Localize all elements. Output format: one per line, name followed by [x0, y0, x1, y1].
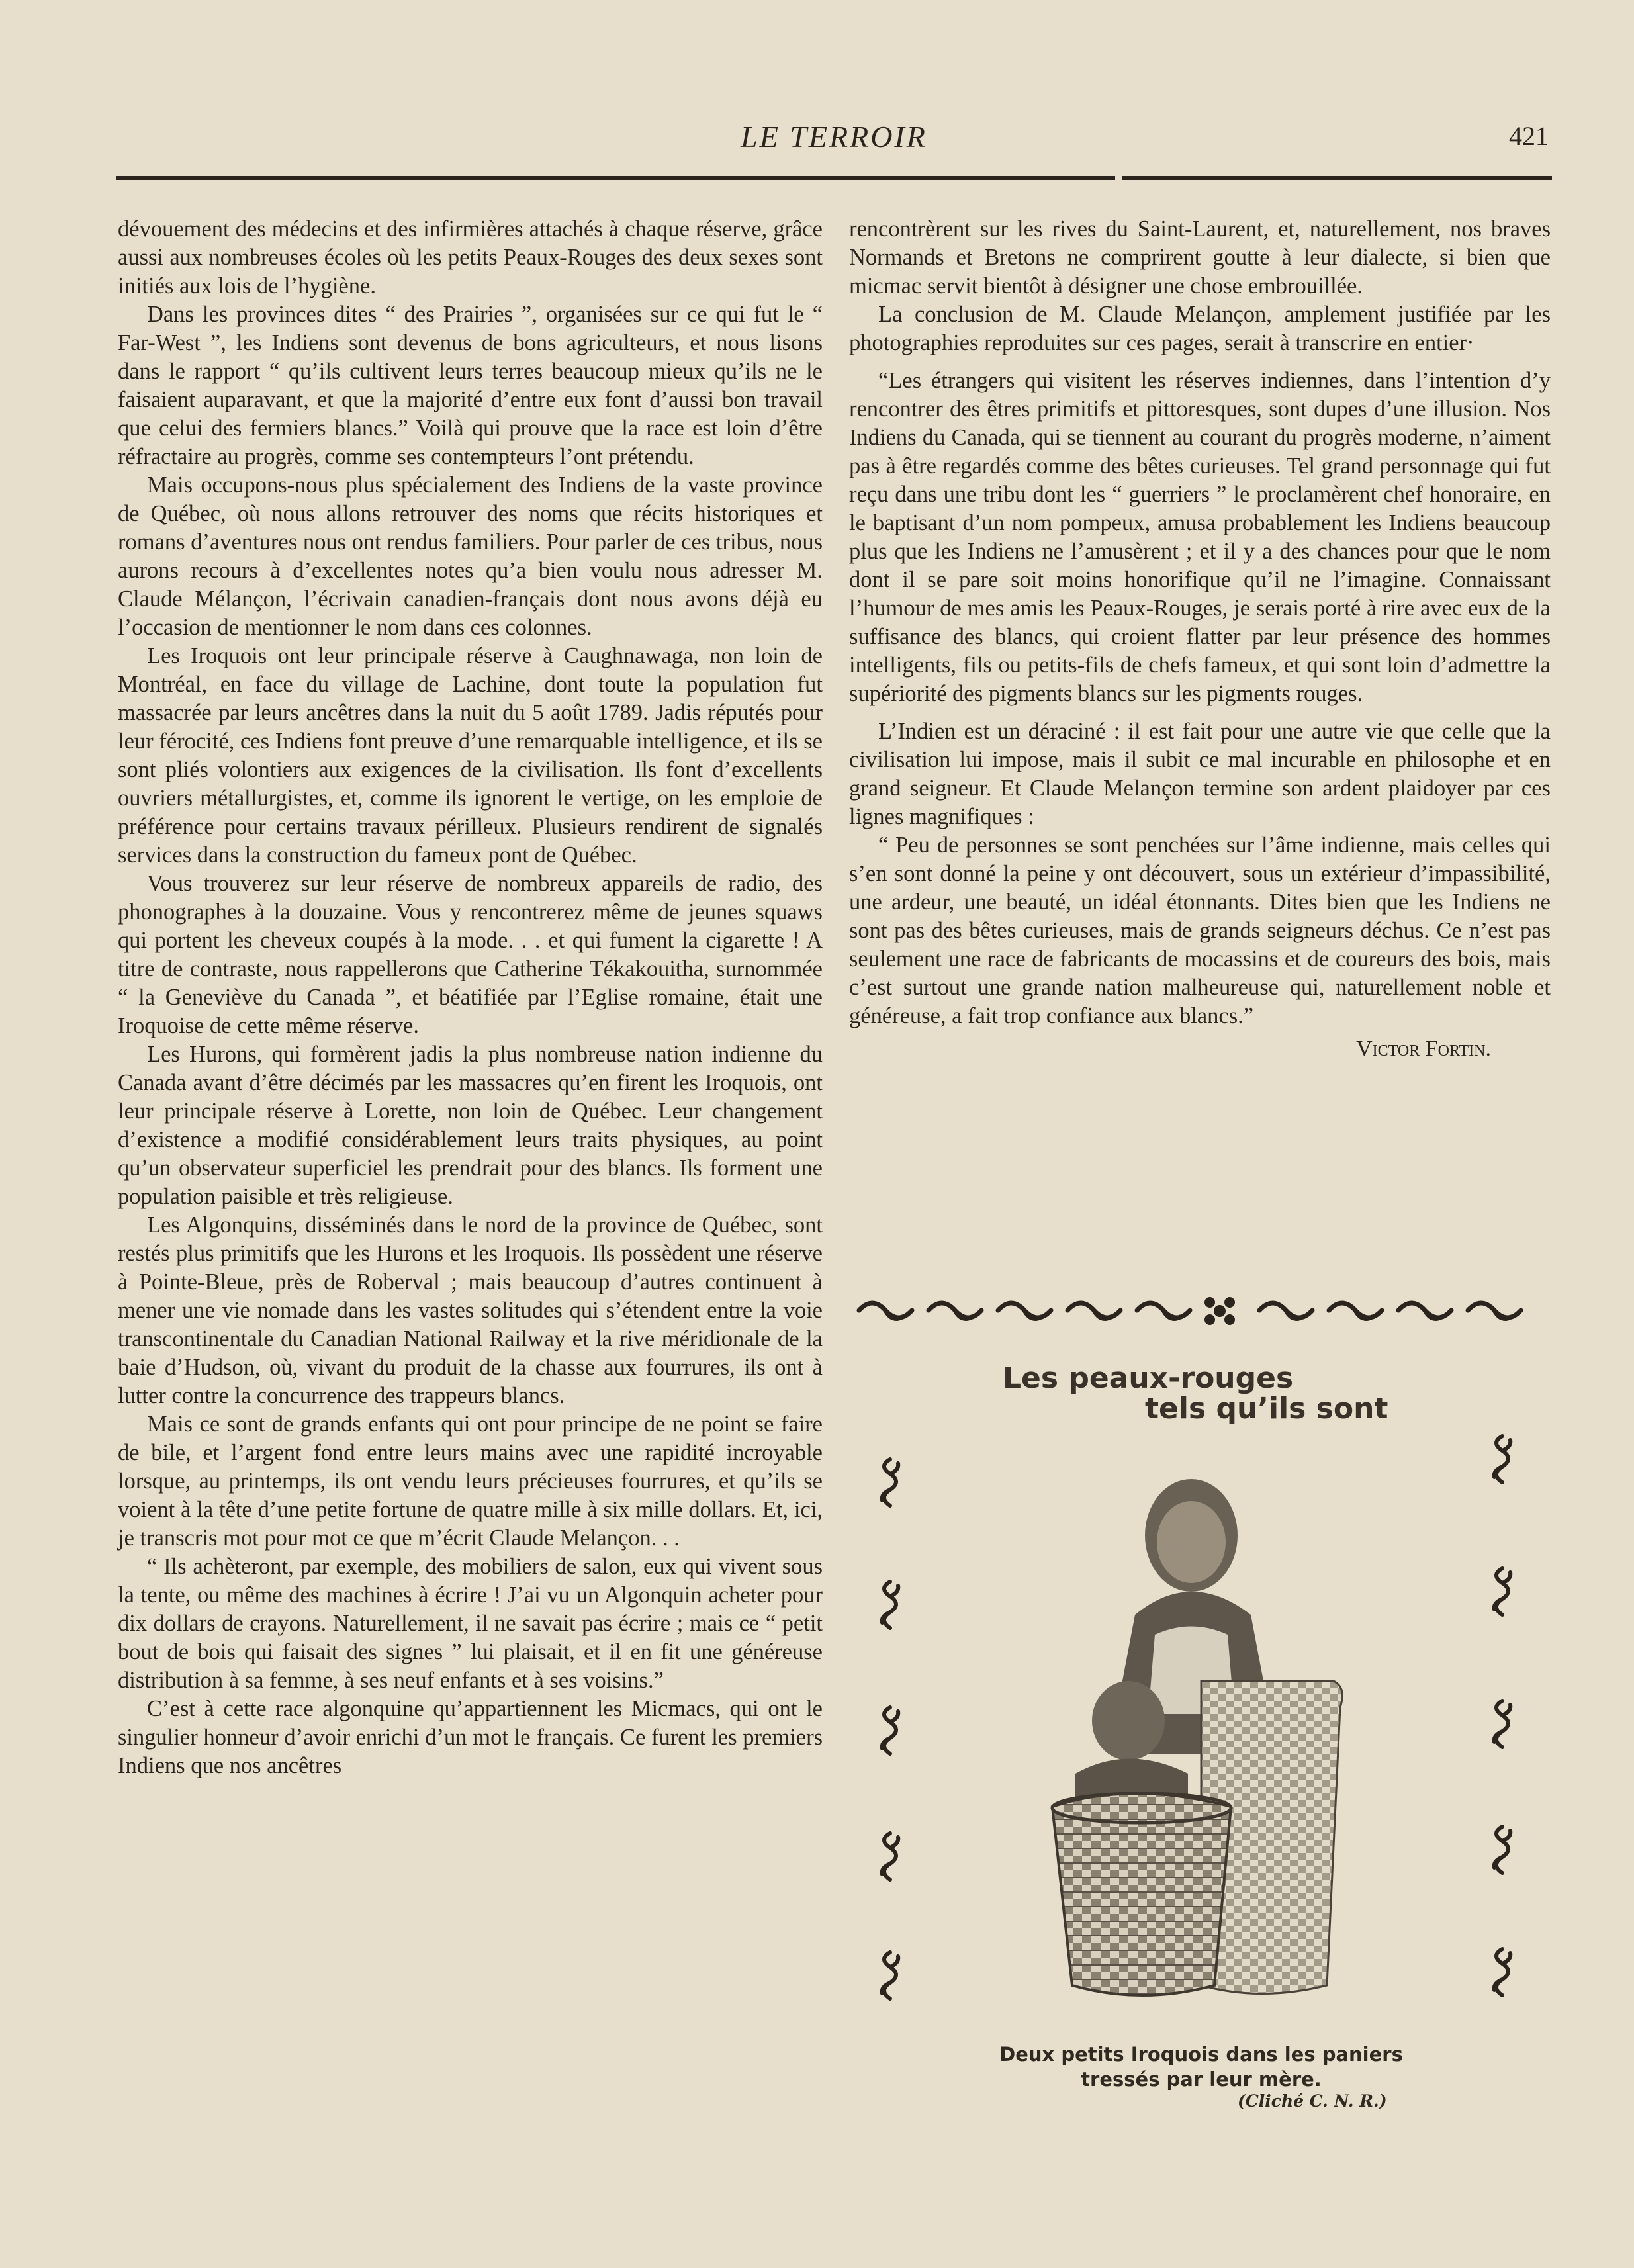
running-head — [119, 113, 1549, 159]
fleuron-icon — [874, 1456, 907, 1516]
fleuron-icon — [1486, 1823, 1519, 1883]
scroll-ornament-icon — [849, 1291, 1551, 1330]
paragraph: Vous trouverez sur leur réserve de nombreux appareils de radio, des phonographes à la douzaine. Vous y rencontrerez même de jeunes squaws qui portent les cheveux coupés à la mode. . . et qui fument la cigarette ! A titre de contraste, nous rappellerons que Catherine Tékakouitha, surnommée “ la Geneviève du Canada ”, et béatifiée par l’Eglise romaine, était une Iroquoise de cette même réserve. — [118, 871, 823, 1038]
fleuron-icon — [1486, 1698, 1519, 1757]
right-column — [849, 215, 1551, 1063]
header-rule-right — [1122, 176, 1552, 180]
paragraph: “ Peu de personnes se sont penchées sur l’âme indienne, mais celles qui s’en sont donné la peine y ont découvert, sous un extérieur d’impassibilité, une ardeur, une beauté, un idéal étonnants. Dites bien que les Indiens ne sont pas des bêtes curieuses, mais de grands seigneurs déchus. Ce n’est pas seulement une race de fabricants de mocassins et de coureurs des bois, mais c’est surtout une grande nation malheureuse qui, naturellement noble et généreuse, a fait trop confiance aux blancs.” — [849, 833, 1551, 1028]
paragraph: “ Ils achèteront, par exemple, des mobiliers de salon, eux qui vivent sous la tente, ou même des machines à écrire ! J’ai vu un Algonquin acheter pour dix dollars de crayons. Naturellement, il ne savait pas écrire ; mais ce “ petit bout de bois qui faisait des signes ” lui plaisait, et il en fit une généreuse distribution à sa femme, à ses neuf enfants et à ses voisins.” — [118, 1554, 823, 1693]
photo-caption — [854, 2042, 1549, 2092]
paragraph: Mais occupons-nous plus spécialement des Indiens de la vaste province de Québec, où nous allons retrouver des noms que récits historiques et romans d’aventures nous ont rendus familiers. Pour parler de ces tribus, nous aurons recours à d’excellentes notes qu’a bien voulu nous adresser M. Claude Mélançon, l’écrivain canadien-français dont nous avons déjà eu l’occasion de mentionner le nom dans ces colonnes. — [118, 473, 823, 640]
fleuron-icon — [1486, 1565, 1519, 1625]
fleuron-icon — [1486, 1946, 1519, 2005]
paragraph: Les Hurons, qui formèrent jadis la plus nombreuse nation indienne du Canada avant d’être décimés par les massacres qu’en firent les Iroquois, ont leur principale réserve à Lorette, non loin de Québec. Leur changement d’existence a modifié considérablement leurs traits physiques, au point qu’un observateur superficiel les prendrait pour des blancs. Ils forment une population paisible et très religieuse. — [118, 1042, 823, 1209]
photo-credit: (Cliché C. N. R.) — [1238, 2091, 1387, 2110]
fleuron-icon — [874, 1949, 907, 2009]
fleuron-icon — [1486, 1433, 1519, 1492]
paragraph: C’est à cette race algonquine qu’appartiennent les Micmacs, qui ont le singulier honneur d’avoir enrichi d’un mot le français. Ce furent les premiers Indiens que nos ancêtres — [118, 1696, 823, 1778]
paragraph: Les Algonquins, disséminés dans le nord de la province de Québec, sont restés plus primitifs que les Hurons et les Iroquois. Ils possèdent une réserve à Pointe-Bleue, près de Roberval ; mais beaucoup d’autres continuent à mener une vie nomade dans les vastes solitudes qui s’étendent entre la voie transcontinentale du Canadian National Railway et la rive méridionale de la baie d’Hudson, où, vivant du produit de la chasse aux fourrures, ils ont à lutter contre la concurrence des trappeurs blancs. — [118, 1212, 823, 1408]
photo-children-in-baskets — [1036, 1463, 1406, 2005]
fleuron-icon — [874, 1704, 907, 1764]
paragraph: rencontrèrent sur les rives du Saint-Laurent, et, naturellement, nos braves Normands et Bretons ne comprirent goutte à leur dialecte, si bien que micmac servit bientôt à désigner une chose embrouillée. — [849, 216, 1551, 298]
caption-line: tressés par leur mère. — [1081, 2068, 1322, 2091]
header-rule-left — [116, 176, 1115, 180]
photo-panel — [854, 1347, 1549, 2141]
caption-line: Deux petits Iroquois dans les paniers — [999, 2043, 1403, 2065]
journal-title: LE TERROIR — [741, 120, 927, 154]
paragraph: dévouement des médecins et des infirmières attachés à chaque réserve, grâce aussi aux nombreuses écoles où les petits Peaux-Rouges des deux sexes sont initiés aux lois de l’hygiène. — [118, 216, 823, 298]
paragraph: Mais ce sont de grands enfants qui ont pour principe de ne point se faire de bile, et l’argent fond entre leurs mains avec une rapidité incroyable lorsque, au printemps, ils ont vendu leurs précieuses fourrures, et qu’ils se voient à la tête d’une petite fortune de quatre mille à six mille dollars. Et, ici, je transcris mot pour mot ce que m’écrit Claude Melançon. . . — [118, 1412, 823, 1551]
fleuron-icon — [874, 1830, 907, 1889]
photo-title-line1: Les peaux-rouges — [1003, 1361, 1294, 1395]
paragraph: L’Indien est un déraciné : il est fait pour une autre vie que celle que la civilisation lui impose, mais il subit ce mal incurable en philosophe et en grand seigneur. Et Claude Melançon termine son ardent plaidoyer par ces lignes magnifiques : — [849, 719, 1551, 829]
paragraph: Les Iroquois ont leur principale réserve à Caughnawaga, non loin de Montréal, en face du village de Lachine, dont toute la population fut massacrée par leurs ancêtres dans la nuit du 5 août 1789. Jadis réputés pour leur férocité, ces Indiens font preuve d’une remarquable intelligence, et ils se sont pliés volontiers aux exigences de la civilisation. Ils font d’excellents ouvriers métallurgistes, et, comme ils ignorent le vertige, on les emploie de préférence pour certains travaux périlleux. Plusieurs rendirent de signalés services dans la construction du fameux pont de Québec. — [118, 643, 823, 868]
page-number: 421 — [1509, 121, 1549, 151]
paragraph: La conclusion de M. Claude Melançon, amplement justifiée par les photographies reproduites sur ces pages, serait à transcrire en entier· — [849, 302, 1551, 355]
paragraph: Dans les provinces dites “ des Prairies ”, organisées sur ce qui fut le “ Far-West ”, les Indiens sont devenus de bons agriculteurs, et nous lisons dans le rapport “ qu’ils cultivent leurs terres beaucoup mieux qu’ils ne le faisaient auparavant, et que la majorité d’entre eux font d’aussi bon travail que celui des fermiers blancs.” Voilà qui prouve que la race est loin d’être réfractaire au progrès, comme ses contempteurs l’ont prétendu. — [118, 302, 823, 469]
left-column — [118, 215, 823, 1780]
fleuron-icon — [874, 1578, 907, 1638]
paragraph: “Les étrangers qui visitent les réserves indiennes, dans l’intention d’y rencontrer des êtres primitifs et pittoresques, sont dupes d’une illusion. Nos Indiens du Canada, qui se tiennent au courant du progrès moderne, n’aiment pas à être regardés comme des bêtes curieuses. Tel grand personnage qui fut reçu dans une tribu dont les “ guerriers ” le proclamèrent chef honoraire, en le baptisant d’un nom pompeux, amusa probablement les Indiens beaucoup plus que les Indiens ne l’amusèrent ; et il y a des chances pour que le nom dont il se pare soit moins honorifique qu’il ne l’imagine. Connaissant l’humour de mes amis les Peaux-Rouges, je serais porté à rire avec eux de la suffisance des blancs, qui croient flatter par leur présence des hommes intelligents, fils ou petits-fils de chefs fameux, et qui sont loin d’admettre la supériorité des pigments blancs sur les pigments rouges. — [849, 368, 1551, 706]
photo-title-line2: tels qu’ils sont — [1145, 1392, 1388, 1426]
author-signature: Victor Fortin. — [1356, 1036, 1491, 1061]
